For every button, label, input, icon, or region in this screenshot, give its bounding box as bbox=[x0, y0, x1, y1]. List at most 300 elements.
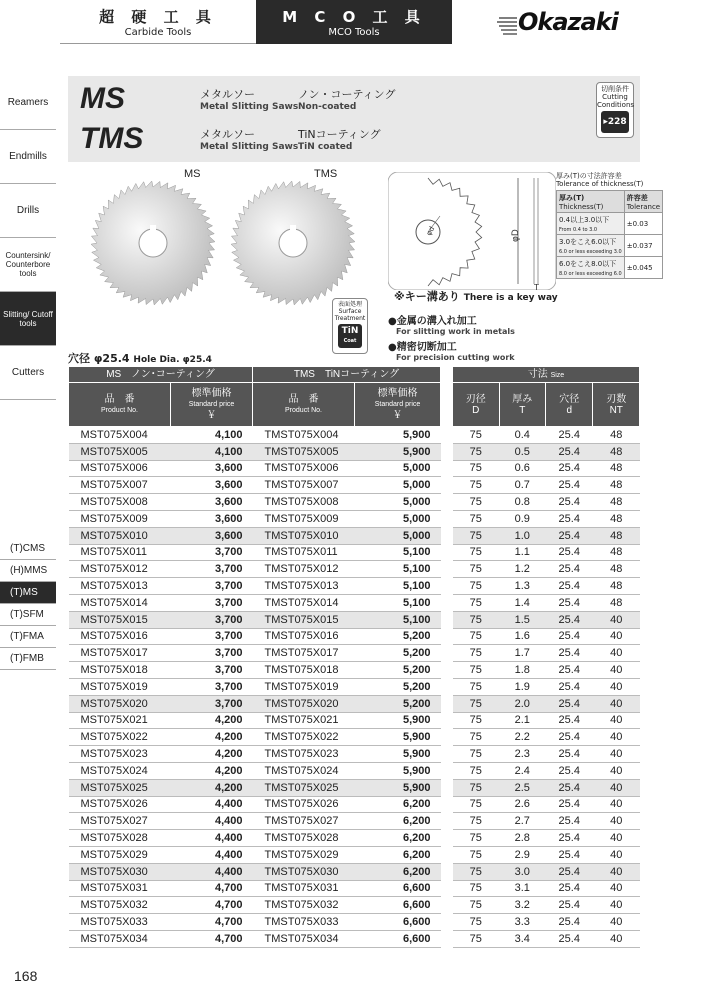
gap bbox=[441, 460, 453, 477]
thickness: 3.2 bbox=[499, 897, 546, 914]
blade-diameter: 75 bbox=[453, 846, 500, 863]
svg-text:φd: φd bbox=[424, 225, 437, 237]
ms-price: 3,600 bbox=[171, 510, 253, 527]
teeth-count: 40 bbox=[593, 712, 640, 729]
tms-product-no: TMST075X026 bbox=[253, 796, 355, 813]
ms-price: 4,700 bbox=[171, 880, 253, 897]
product-table bbox=[68, 366, 640, 948]
ms-price: 3,700 bbox=[171, 695, 253, 712]
application-1-jp: ●金属の溝入れ加工 bbox=[388, 316, 477, 327]
gap bbox=[441, 830, 453, 847]
hole-diameter: 25.4 bbox=[546, 611, 593, 628]
ms-price: 3,700 bbox=[171, 611, 253, 628]
hole-diameter: 25.4 bbox=[546, 527, 593, 544]
ms-product-no: MST075X014 bbox=[69, 594, 171, 611]
gap bbox=[441, 914, 453, 931]
table-row bbox=[69, 846, 640, 863]
table-row bbox=[69, 611, 640, 628]
tolerance-title-en: Tolerance of thickness(T) bbox=[556, 180, 644, 188]
table-row bbox=[69, 830, 640, 847]
gap bbox=[441, 930, 453, 947]
tol-head-tolerance: 許容差 Tolerance bbox=[624, 191, 662, 213]
sidebar-item-cutters[interactable]: Cutters bbox=[0, 346, 56, 400]
teeth-count: 40 bbox=[593, 846, 640, 863]
tms-price: 5,100 bbox=[355, 544, 441, 561]
blade-diameter: 75 bbox=[453, 494, 500, 511]
tms-price: 5,100 bbox=[355, 611, 441, 628]
tms-title: TMS bbox=[80, 122, 144, 155]
tms-price: 5,900 bbox=[355, 762, 441, 779]
blade-diameter: 75 bbox=[453, 712, 500, 729]
blade-diameter: 75 bbox=[453, 477, 500, 494]
ms-price: 3,600 bbox=[171, 494, 253, 511]
table-row bbox=[69, 494, 640, 511]
tms-saw-image bbox=[228, 178, 358, 308]
tms-product-no: TMST075X030 bbox=[253, 863, 355, 880]
thickness: 2.8 bbox=[499, 830, 546, 847]
teeth-count: 40 bbox=[593, 830, 640, 847]
blade-diameter: 75 bbox=[453, 746, 500, 763]
thickness: 2.7 bbox=[499, 813, 546, 830]
teeth-count: 40 bbox=[593, 914, 640, 931]
thickness: 1.3 bbox=[499, 578, 546, 595]
tms-price: 5,000 bbox=[355, 494, 441, 511]
gap bbox=[441, 779, 453, 796]
blade-diameter: 75 bbox=[453, 611, 500, 628]
ms-product-no: MST075X006 bbox=[69, 460, 171, 477]
hole-diameter: 25.4 bbox=[546, 830, 593, 847]
hole-diameter: 25.4 bbox=[546, 695, 593, 712]
teeth-count: 48 bbox=[593, 544, 640, 561]
header-carbide-jp: 超 硬 工 具 bbox=[99, 8, 217, 26]
series-item-fma[interactable]: (T)FMA bbox=[0, 626, 56, 648]
tms-desc-jp: メタルソー bbox=[200, 128, 255, 141]
ms-price: 4,200 bbox=[171, 762, 253, 779]
thickness: 2.6 bbox=[499, 796, 546, 813]
sidebar-item-reamers[interactable]: Reamers bbox=[0, 76, 56, 130]
table-row bbox=[69, 914, 640, 931]
col-d-header: 刃径 D bbox=[453, 383, 500, 427]
tms-desc-en: Metal Slitting Saws bbox=[200, 142, 299, 152]
table-row bbox=[69, 863, 640, 880]
ms-desc-en: Metal Slitting Saws bbox=[200, 102, 299, 112]
teeth-count: 40 bbox=[593, 746, 640, 763]
tms-price: 5,900 bbox=[355, 427, 441, 444]
blade-diameter: 75 bbox=[453, 762, 500, 779]
tms-product-no: TMST075X006 bbox=[253, 460, 355, 477]
tms-product-no: TMST075X020 bbox=[253, 695, 355, 712]
col-nt-header: 刃数 NT bbox=[593, 383, 640, 427]
ms-product-no: MST075X012 bbox=[69, 561, 171, 578]
ms-price: 3,600 bbox=[171, 527, 253, 544]
blade-diameter: 75 bbox=[453, 678, 500, 695]
tms-product-no: TMST075X009 bbox=[253, 510, 355, 527]
series-item-mms[interactable]: (H)MMS bbox=[0, 560, 56, 582]
hole-diameter: 25.4 bbox=[546, 779, 593, 796]
col-t-header: 厚み T bbox=[499, 383, 546, 427]
blade-diameter: 75 bbox=[453, 695, 500, 712]
teeth-count: 40 bbox=[593, 628, 640, 645]
ms-product-no: MST075X017 bbox=[69, 645, 171, 662]
teeth-count: 40 bbox=[593, 645, 640, 662]
hole-diameter: 25.4 bbox=[546, 477, 593, 494]
table-row bbox=[69, 813, 640, 830]
tms-product-no: TMST075X022 bbox=[253, 729, 355, 746]
table-row bbox=[69, 427, 640, 444]
thickness: 1.6 bbox=[499, 628, 546, 645]
hole-diameter: 25.4 bbox=[546, 846, 593, 863]
tms-price: 5,000 bbox=[355, 510, 441, 527]
tms-product-no: TMST075X019 bbox=[253, 678, 355, 695]
ms-price: 4,400 bbox=[171, 813, 253, 830]
blade-diameter: 75 bbox=[453, 527, 500, 544]
table-row bbox=[69, 460, 640, 477]
ms-price: 3,700 bbox=[171, 645, 253, 662]
cutting-conditions-en2: Conditions bbox=[597, 101, 635, 109]
table-row bbox=[69, 897, 640, 914]
tol-row: 0.4以上3.0以下 From 0.4 to 3.0 ±0.03 bbox=[557, 213, 663, 235]
table-row bbox=[69, 779, 640, 796]
tms-price: 5,900 bbox=[355, 729, 441, 746]
ms-price: 3,600 bbox=[171, 477, 253, 494]
teeth-count: 40 bbox=[593, 678, 640, 695]
sidebar-item-endmills[interactable]: Endmills bbox=[0, 130, 56, 184]
gap bbox=[441, 678, 453, 695]
blade-diameter: 75 bbox=[453, 645, 500, 662]
size-header: 寸法 Size bbox=[453, 367, 640, 383]
cutting-conditions-page: 228 bbox=[607, 117, 627, 127]
tms-product-no: TMST075X011 bbox=[253, 544, 355, 561]
col-hole-header: 穴径 d bbox=[546, 383, 593, 427]
book-page-icon: ▸228 bbox=[601, 111, 629, 133]
teeth-count: 48 bbox=[593, 477, 640, 494]
table-row bbox=[69, 880, 640, 897]
blade-diameter: 75 bbox=[453, 930, 500, 947]
gap bbox=[441, 695, 453, 712]
gap bbox=[441, 578, 453, 595]
table-row bbox=[69, 477, 640, 494]
tms-desc bbox=[200, 126, 298, 152]
thickness: 1.9 bbox=[499, 678, 546, 695]
thickness: 2.9 bbox=[499, 846, 546, 863]
thickness: 1.1 bbox=[499, 544, 546, 561]
table-row bbox=[69, 544, 640, 561]
gap bbox=[441, 561, 453, 578]
ms-product-no: MST075X018 bbox=[69, 662, 171, 679]
hole-diameter: 25.4 bbox=[546, 729, 593, 746]
tms-product-no: TMST075X027 bbox=[253, 813, 355, 830]
tms-price: 5,100 bbox=[355, 578, 441, 595]
teeth-count: 40 bbox=[593, 880, 640, 897]
tms-price: 6,200 bbox=[355, 813, 441, 830]
table-row bbox=[69, 930, 640, 947]
thickness: 3.3 bbox=[499, 914, 546, 931]
gap bbox=[441, 443, 453, 460]
blade-diameter: 75 bbox=[453, 561, 500, 578]
teeth-count: 48 bbox=[593, 578, 640, 595]
group-tms-header: TMS TiNコーティング bbox=[253, 367, 441, 383]
ms-product-no: MST075X031 bbox=[69, 880, 171, 897]
gap bbox=[441, 729, 453, 746]
surface-en1: Surface bbox=[338, 308, 362, 315]
header-mco bbox=[256, 0, 452, 44]
gap bbox=[441, 477, 453, 494]
tms-product-no: TMST075X016 bbox=[253, 628, 355, 645]
ms-desc-jp: メタルソー bbox=[200, 88, 255, 101]
gap bbox=[441, 527, 453, 544]
gap bbox=[441, 746, 453, 763]
series-item-sfm[interactable]: (T)SFM bbox=[0, 604, 56, 626]
ms-price: 4,200 bbox=[171, 712, 253, 729]
blade-diameter: 75 bbox=[453, 830, 500, 847]
tms-product-no: TMST075X025 bbox=[253, 779, 355, 796]
series-item-ms[interactable]: (T)MS bbox=[0, 582, 56, 604]
header-mco-jp: M C O 工 具 bbox=[282, 8, 426, 26]
teeth-count: 40 bbox=[593, 930, 640, 947]
hole-diameter: 25.4 bbox=[546, 510, 593, 527]
hole-diameter bbox=[68, 350, 212, 366]
table-row bbox=[69, 729, 640, 746]
ms-saw-image bbox=[88, 178, 218, 308]
tms-price: 5,000 bbox=[355, 477, 441, 494]
sidebar-item-drills[interactable]: Drills bbox=[0, 184, 56, 238]
teeth-count: 40 bbox=[593, 729, 640, 746]
gap bbox=[441, 813, 453, 830]
blade-diameter: 75 bbox=[453, 779, 500, 796]
hole-diameter: 25.4 bbox=[546, 762, 593, 779]
cutting-conditions-en1: Cutting bbox=[602, 93, 628, 101]
teeth-count: 48 bbox=[593, 427, 640, 444]
tms-product-no: TMST075X017 bbox=[253, 645, 355, 662]
tms-product-no: TMST075X028 bbox=[253, 830, 355, 847]
blade-diameter: 75 bbox=[453, 863, 500, 880]
ms-price: 3,700 bbox=[171, 678, 253, 695]
ms-price: 4,400 bbox=[171, 846, 253, 863]
tms-product-no: TMST075X021 bbox=[253, 712, 355, 729]
tms-product-no: TMST075X029 bbox=[253, 846, 355, 863]
ms-desc bbox=[200, 86, 298, 112]
ms-product-no: MST075X015 bbox=[69, 611, 171, 628]
teeth-count: 48 bbox=[593, 494, 640, 511]
table-row bbox=[69, 527, 640, 544]
ms-price: 4,100 bbox=[171, 427, 253, 444]
series-item-fmb[interactable]: (T)FMB bbox=[0, 648, 56, 670]
keyway-jp: ※キー溝あり bbox=[394, 290, 460, 303]
tms-price-header: 標準価格 Standard price ￥ bbox=[355, 383, 441, 427]
hole-diameter: 25.4 bbox=[546, 427, 593, 444]
ms-product-no: MST075X023 bbox=[69, 746, 171, 763]
thickness: 0.7 bbox=[499, 477, 546, 494]
hole-diameter: 25.4 bbox=[546, 544, 593, 561]
saw-label-ms: MS bbox=[184, 168, 201, 180]
thickness: 1.0 bbox=[499, 527, 546, 544]
tolerance-title-jp: 厚み(T)の寸法許容差 bbox=[556, 172, 622, 180]
hole-diameter: 25.4 bbox=[546, 712, 593, 729]
teeth-count: 48 bbox=[593, 561, 640, 578]
teeth-count: 48 bbox=[593, 443, 640, 460]
teeth-count: 40 bbox=[593, 662, 640, 679]
ms-price-header: 標準価格 Standard price ￥ bbox=[171, 383, 253, 427]
hole-diameter: 25.4 bbox=[546, 930, 593, 947]
hole-diameter: 25.4 bbox=[546, 813, 593, 830]
tms-product-no: TMST075X014 bbox=[253, 594, 355, 611]
hole-diameter: 25.4 bbox=[546, 880, 593, 897]
hole-diameter: 25.4 bbox=[546, 678, 593, 695]
thickness: 2.2 bbox=[499, 729, 546, 746]
cutting-conditions-badge[interactable] bbox=[596, 82, 634, 138]
tms-product-no: TMST075X012 bbox=[253, 561, 355, 578]
coat-label: Coat bbox=[343, 338, 357, 344]
svg-text:φD: φD bbox=[511, 229, 521, 242]
table-row bbox=[69, 443, 640, 460]
saw-dimension-drawing bbox=[388, 172, 556, 290]
ms-price: 4,400 bbox=[171, 830, 253, 847]
ms-product-no: MST075X016 bbox=[69, 628, 171, 645]
tms-product-no: TMST075X013 bbox=[253, 578, 355, 595]
table-row bbox=[69, 510, 640, 527]
header-mco-en: MCO Tools bbox=[328, 27, 380, 38]
application-2-en: For precision cutting work bbox=[396, 353, 515, 362]
ms-product-no-header: 品 番 Product No. bbox=[69, 383, 171, 427]
thickness: 3.0 bbox=[499, 863, 546, 880]
tms-price: 5,200 bbox=[355, 645, 441, 662]
tol-head-thickness: 厚み(T) Thickness(T) bbox=[557, 191, 625, 213]
ms-product-no: MST075X028 bbox=[69, 830, 171, 847]
tms-price: 6,600 bbox=[355, 880, 441, 897]
ms-product-no: MST075X004 bbox=[69, 427, 171, 444]
sidebar-item-slitting[interactable]: Slitting/ Cutoff tools bbox=[0, 292, 56, 346]
table-row bbox=[69, 594, 640, 611]
teeth-count: 40 bbox=[593, 695, 640, 712]
tms-price: 5,100 bbox=[355, 561, 441, 578]
keyway-en: There is a key way bbox=[463, 293, 558, 303]
hole-diameter: 25.4 bbox=[546, 578, 593, 595]
hole-diameter: 25.4 bbox=[546, 746, 593, 763]
tms-price: 5,200 bbox=[355, 678, 441, 695]
gap bbox=[441, 796, 453, 813]
header-carbide bbox=[60, 0, 256, 44]
ms-product-no: MST075X007 bbox=[69, 477, 171, 494]
tms-product-no: TMST075X015 bbox=[253, 611, 355, 628]
table-row bbox=[69, 645, 640, 662]
thickness: 2.0 bbox=[499, 695, 546, 712]
tms-price: 6,200 bbox=[355, 830, 441, 847]
tms-price: 5,900 bbox=[355, 443, 441, 460]
ms-product-no: MST075X020 bbox=[69, 695, 171, 712]
hole-en: Hole Dia. φ25.4 bbox=[133, 355, 212, 365]
hole-jp: 穴径 φ25.4 bbox=[68, 352, 130, 365]
ms-product-no: MST075X022 bbox=[69, 729, 171, 746]
gap bbox=[441, 662, 453, 679]
thickness: 1.2 bbox=[499, 561, 546, 578]
gap bbox=[441, 712, 453, 729]
ms-price: 3,600 bbox=[171, 460, 253, 477]
ms-coating bbox=[298, 86, 395, 112]
gap bbox=[441, 762, 453, 779]
teeth-count: 48 bbox=[593, 594, 640, 611]
blade-diameter: 75 bbox=[453, 544, 500, 561]
tms-product-no: TMST075X034 bbox=[253, 930, 355, 947]
application-2-jp: ●精密切断加工 bbox=[388, 342, 457, 353]
ms-product-no: MST075X008 bbox=[69, 494, 171, 511]
surface-en2: Treatment bbox=[334, 315, 366, 322]
ms-title: MS bbox=[80, 82, 125, 115]
application-2 bbox=[388, 338, 515, 362]
tms-price: 5,000 bbox=[355, 460, 441, 477]
thickness: 1.5 bbox=[499, 611, 546, 628]
ms-product-no: MST075X010 bbox=[69, 527, 171, 544]
hole-diameter: 25.4 bbox=[546, 645, 593, 662]
ms-product-no: MST075X019 bbox=[69, 678, 171, 695]
table-row bbox=[69, 662, 640, 679]
ms-product-no: MST075X013 bbox=[69, 578, 171, 595]
cutting-conditions-jp: 切削条件 bbox=[601, 85, 629, 93]
blade-diameter: 75 bbox=[453, 628, 500, 645]
teeth-count: 48 bbox=[593, 527, 640, 544]
thickness: 1.4 bbox=[499, 594, 546, 611]
tms-price: 5,200 bbox=[355, 695, 441, 712]
blade-diameter: 75 bbox=[453, 578, 500, 595]
category-sidebar bbox=[0, 76, 56, 400]
gap bbox=[441, 846, 453, 863]
tms-price: 5,200 bbox=[355, 662, 441, 679]
blade-diameter: 75 bbox=[453, 460, 500, 477]
ms-price: 3,700 bbox=[171, 594, 253, 611]
tms-product-no: TMST075X004 bbox=[253, 427, 355, 444]
sidebar-item-countersink[interactable]: Countersink/ Counterbore tools bbox=[0, 238, 56, 292]
hole-diameter: 25.4 bbox=[546, 561, 593, 578]
ms-product-no: MST075X033 bbox=[69, 914, 171, 931]
tms-price: 6,600 bbox=[355, 930, 441, 947]
application-1-en: For slitting work in metals bbox=[396, 327, 515, 336]
hole-diameter: 25.4 bbox=[546, 897, 593, 914]
gap bbox=[441, 494, 453, 511]
hole-diameter: 25.4 bbox=[546, 914, 593, 931]
ms-product-no: MST075X025 bbox=[69, 779, 171, 796]
blade-diameter: 75 bbox=[453, 662, 500, 679]
surface-jp: 表面処理 bbox=[337, 301, 362, 308]
hole-diameter: 25.4 bbox=[546, 796, 593, 813]
gap bbox=[441, 897, 453, 914]
saw-label-tms: TMS bbox=[314, 168, 338, 180]
table-row bbox=[69, 628, 640, 645]
gap bbox=[441, 880, 453, 897]
thickness: 1.7 bbox=[499, 645, 546, 662]
series-item-cms[interactable]: (T)CMS bbox=[0, 538, 56, 560]
thickness: 2.1 bbox=[499, 712, 546, 729]
keyway-note bbox=[394, 288, 558, 304]
tol-row: 6.0をこえ8.0以下 8.0 or less exceeding 6.0 ±0.045 bbox=[557, 257, 663, 279]
tms-coating-en: TiN coated bbox=[298, 142, 353, 152]
ms-price: 3,700 bbox=[171, 628, 253, 645]
tms-price: 6,600 bbox=[355, 914, 441, 931]
ms-product-no: MST075X009 bbox=[69, 510, 171, 527]
blade-diameter: 75 bbox=[453, 427, 500, 444]
tms-price: 6,200 bbox=[355, 863, 441, 880]
svg-text:T: T bbox=[534, 283, 539, 290]
thickness: 0.4 bbox=[499, 427, 546, 444]
table-row bbox=[69, 561, 640, 578]
thickness: 2.5 bbox=[499, 779, 546, 796]
blade-diameter: 75 bbox=[453, 443, 500, 460]
group-ms-header: MS ノン･コーティング bbox=[69, 367, 253, 383]
ms-price: 4,400 bbox=[171, 863, 253, 880]
tin-label: TiN bbox=[341, 326, 359, 336]
thickness: 0.9 bbox=[499, 510, 546, 527]
tms-price: 5,000 bbox=[355, 527, 441, 544]
ms-price: 3,700 bbox=[171, 561, 253, 578]
table-row bbox=[69, 746, 640, 763]
